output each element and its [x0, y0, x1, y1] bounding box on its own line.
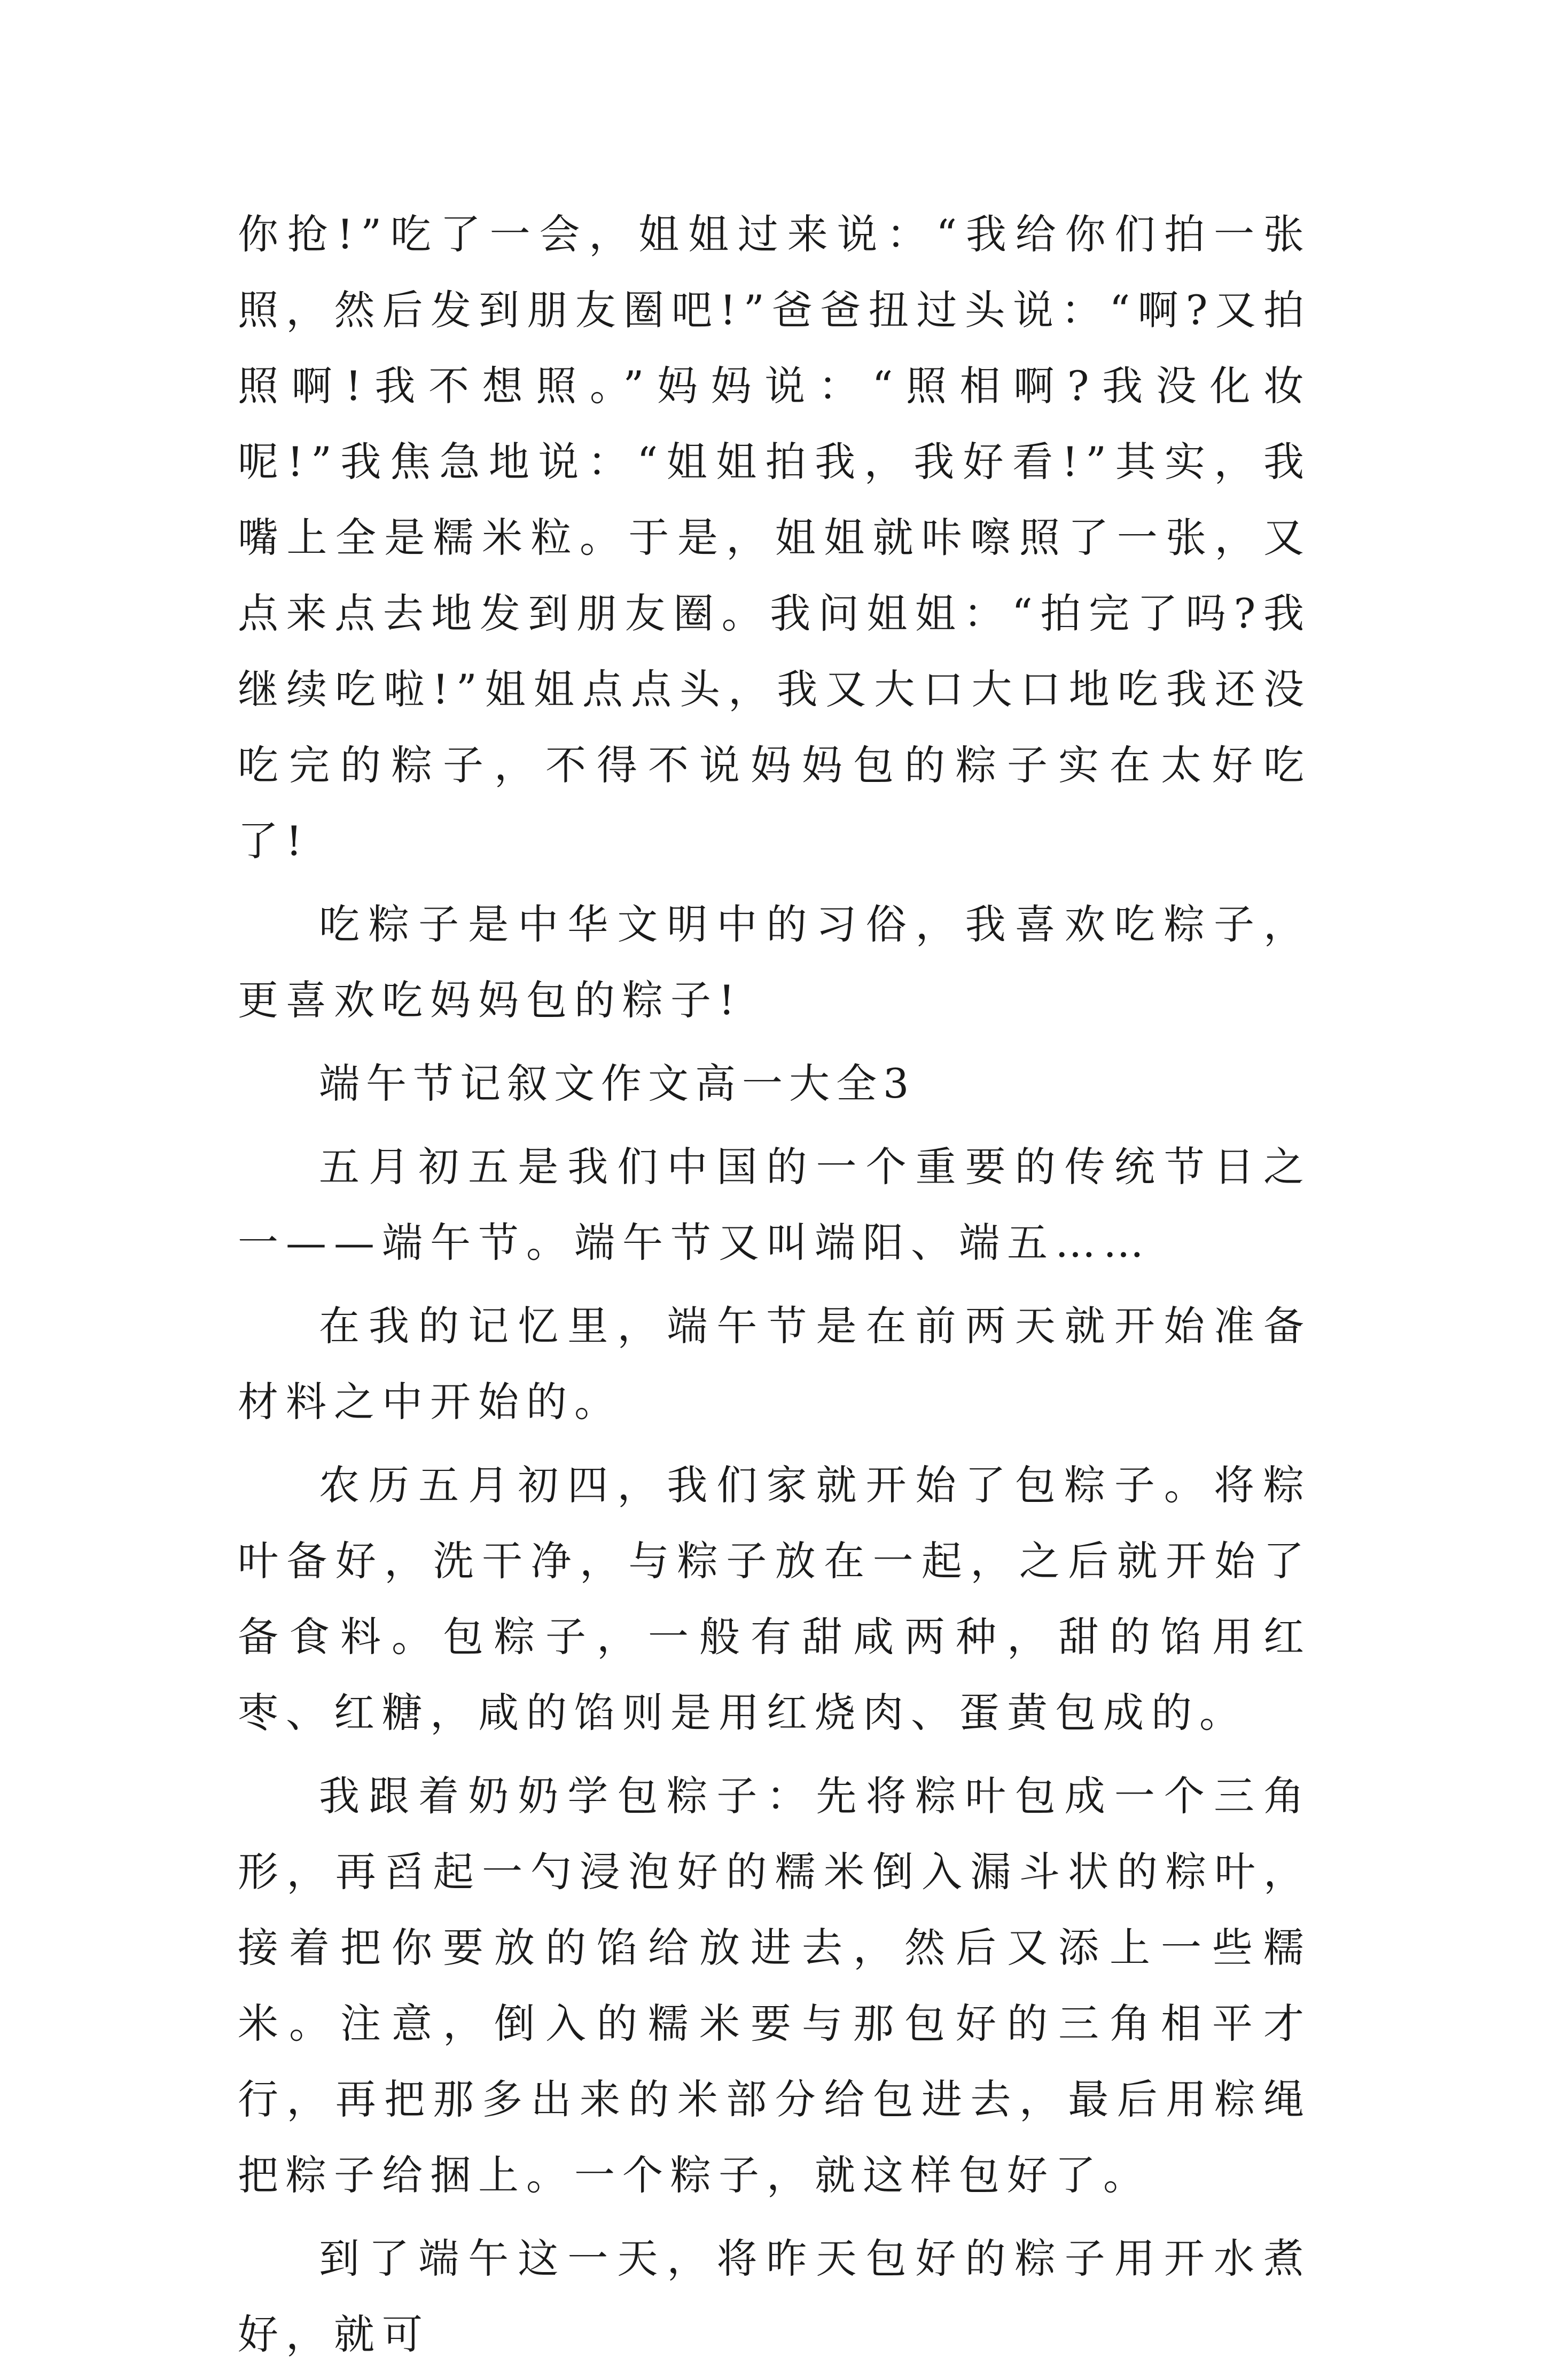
- document-page: [238, 197, 1311, 2380]
- paragraph-4: 在我的记忆里，端午节是在前两天就开始准备材料之中开始的。: [238, 1302, 1311, 1426]
- paragraph-1: 你抢!”吃了一会，姐姐过来说：“我给你们拍一张照，然后发到朋友圈吧!”爸爸扭过头说：“啊?又拍照啊!我不想照。”妈妈说：“照相啊?我没化妆呢!”我焦急地说：“姐姐拍我，我好看!”其实，我嘴上全是糯米粒。于是，姐姐就咔嚓照了一张，又点来点去地发到朋友圈。我问姐姐：“拍完了吗?我继续吃啦!”姐姐点点头，我又大口大口地吃我还没吃完的粽子，不得不说妈妈包的粽子实在太好吃了!: [238, 210, 1311, 865]
- paragraph-3: 五月初五是我们中国的一个重要的传统节日之一——端午节。端午节又叫端阳、端五……: [238, 1143, 1311, 1266]
- paragraph-6: 我跟着奶奶学包粽子：先将粽叶包成一个三角形，再舀起一勺浸泡好的糯米倒入漏斗状的粽叶，接着把你要放的馅给放进去，然后又添上一些糯米。注意，倒入的糯米要与那包好的三角相平才行，再把那多出来的米部分给包进去，最后用粽绳把粽子给捆上。一个粽子，就这样包好了。: [238, 1772, 1311, 2199]
- paragraph-2: 吃粽子是中华文明中的习俗，我喜欢吃粽子，更喜欢吃妈妈包的粽子!: [238, 901, 1311, 1024]
- paragraph-5: 农历五月初四，我们家就开始了包粽子。将粽叶备好，洗干净，与粽子放在一起，之后就开始了备食料。包粽子，一般有甜咸两种，甜的馅用红枣、红糖，咸的馅则是用红烧肉、蛋黄包成的。: [238, 1461, 1311, 1736]
- section-heading: 端午节记叙文作文高一大全3: [319, 1060, 916, 1107]
- paragraph-7: 到了端午这一天，将昨天包好的粽子用开水煮好，就可: [238, 2235, 1311, 2358]
